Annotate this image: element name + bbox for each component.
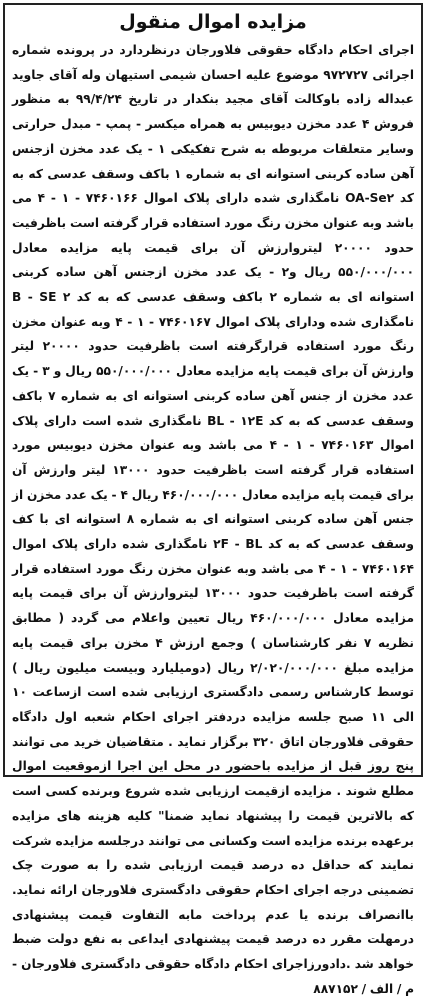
notice-title: مزایده اموال منقول (119, 11, 307, 33)
auction-notice (3, 3, 423, 996)
notice-body: اجرای احکام دادگاه حقوقی فلاورجان درنظردارد در پرونده شماره اجرائی ۹۷۲۷۲۷ موضوع علیه احسان شیمی استیهان وله آقای جاوید عبداله زاده باوکالت آقای مجید بنکدار در تاریخ ۹۹/۴/۲۴ به منظور فروش ۴ عدد مخزن دیوبیس به همراه میکسر - پمپ - مبدل حرارتی وسایر متعلقات مربوطه به شرح تفکیکی ۱ - یک عدد مخزن ازجنس آهن ساده کربنی استوانه ای به شماره ۱ باکف وسقف عدسی که به کد OA-Se۲ نامگذاری شده دارای پلاک اموال ۷۴۶۰۱۶۶ - ۱ - ۴ می باشد وبه عنوان مخزن رنگ مورد استفاده قرار گرفته است باظرفیت حدود ۲۰۰۰۰ لیتروارزش آن برای قیمت پایه مزایده معادل ۵۵۰/۰۰۰/۰۰۰ ریال و۲ - یک عدد مخزن ازجنس آهن ساده کربنی استوانه ای به شماره ۲ باکف وسقف عدسی که به کد B - SE ۲ نامگذاری شده ودارای پلاک اموال ۷۴۶۰۱۶۷ - ۱ - ۴ وبه عنوان مخزن رنگ مورد استفاده قرارگرفته است باظرفیت حدود ۲۰۰۰۰ لیتر وارزش آن برای قیمت پایه مزایده معادل ۵۵۰/۰۰۰/۰۰۰ ریال و ۳ - یک عدد مخزن از جنس آهن ساده کربنی استوانه ای به شماره ۷ باکف وسقف عدسی که به کد BL - ۱۲E نامگذاری شده است دارای پلاک اموال ۷۴۶۰۱۶۳ - ۱ - ۴ می باشد وبه عنوان مخزن دیوبیس مورد استفاده قرار گرفته است باظرفیت حدود ۱۳۰۰۰ لیتر وارزش آن برای قیمت پایه مزایده معادل ۴۶۰/۰۰۰/۰۰۰ ریال ۴ - یک عدد مخزن از جنس آهن ساده کربنی استوانه ای به شماره ۸ استوانه ای با کف وسقف عدسی که به کد ۲F - BL نامگذاری شده دارای پلاک اموال ۷۴۶۰۱۶۴ - ۱ - ۴ می باشد وبه عنوان مخزن رنگ مورد استفاده قرار گرفته است باظرفیت حدود ۱۳۰۰۰ لیتروارزش آن برای قیمت پایه مزایده معادل ۴۶۰/۰۰۰/۰۰۰ ریال تعیین واعلام می گردد ( مطابق نظریه ۷ نفر کارشناسان ) وجمع ارزش ۴ مخزن برای قیمت پایه مزایده مبلغ ۲/۰۲۰/۰۰۰/۰۰۰ ریال (دومیلیارد وبیست میلیون ریال ) توسط کارشناس رسمی دادگستری ارزیابی شده است ازساعت ۱۰ الی ۱۱ صبح جلسه مزایده دردفتر اجرای احکام شعبه اول دادگاه حقوقی فلاورجان اتاق ۳۲۰ برگزار نماید . متقاضیان خرید می توانند پنج روز قبل از مزایده باحضور در محل این اجرا ازموقعیت اموال مطلع شوند . مزایده ازقیمت ارزیابی شده شروع وبرنده کسی است که بالاترین قیمت را پیشنهاد نماید ضمنا" کلیه هزینه های مزایده برعهده برنده مزایده است وکسانی می توانند درجلسه مزایده شرکت نمایند که حداقل ده درصد قیمت ارزیابی شده را به صورت چک تضمینی درجه اجرای احکام حقوقی دادگستری فلاورجان ارائه نماید. باانصراف برنده یا عدم پرداخت مابه التفاوت قیمت پیشنهادی درمهلت مقرر ده درصد قیمت پیشنهادی ایداعی به نفع دولت ضبط خواهد شد .دادورزاجرای احکام دادگاه حقوقی دادگستری فلاورجان - م / الف / ۸۸۷۱۵۲ (12, 43, 415, 996)
